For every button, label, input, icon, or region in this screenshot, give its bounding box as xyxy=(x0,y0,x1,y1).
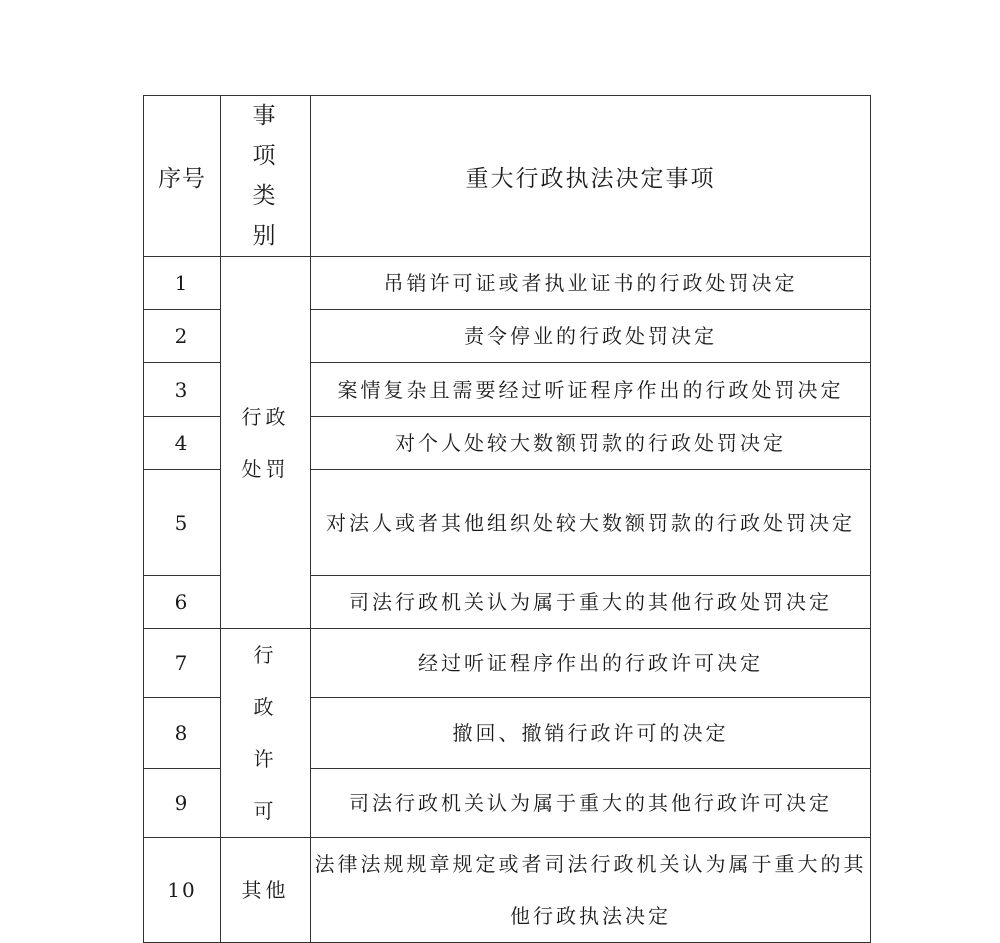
row-seq: 10 xyxy=(144,838,221,943)
row-item xyxy=(311,470,871,576)
row-item-text: 经过听证程序作出的行政许可决定 xyxy=(418,651,763,676)
row-seq: 8 xyxy=(144,698,221,769)
category-license: 行政许可 xyxy=(253,643,278,823)
row-item xyxy=(311,417,871,470)
table-row xyxy=(144,257,871,310)
row-seq: 1 xyxy=(144,257,221,310)
row-seq: 5 xyxy=(144,470,221,576)
row-item-text: 对个人处较大数额罚款的行政处罚决定 xyxy=(395,431,786,455)
row-item-text: 责令停业的行政处罚决定 xyxy=(464,324,717,348)
row-item xyxy=(311,310,871,363)
row-item-text: 对法人或者其他组织处较大数额罚款的行政处罚决定 xyxy=(326,510,855,535)
row-seq: 3 xyxy=(144,363,221,417)
header-category xyxy=(221,96,311,257)
row-item xyxy=(311,768,871,837)
category-other: 其他 xyxy=(241,878,290,902)
category-penalty-cell xyxy=(221,257,311,629)
major-enforcement-decisions-table xyxy=(143,95,871,943)
row-seq: 2 xyxy=(144,310,221,363)
table-header-row xyxy=(144,96,871,257)
row-item xyxy=(311,698,871,769)
row-item-text: 法律法规规章规定或者司法行政机关认为属于重大的其他行政执法决定 xyxy=(314,852,867,928)
row-seq: 6 xyxy=(144,576,221,629)
row-seq: 9 xyxy=(144,768,221,837)
header-item: 重大行政执法决定事项 xyxy=(311,96,871,257)
header-category-label: 事项类别 xyxy=(252,103,279,249)
row-item xyxy=(311,629,871,698)
row-item-text: 司法行政机关认为属于重大的其他行政许可决定 xyxy=(349,790,832,815)
header-seq: 序号 xyxy=(144,96,221,257)
row-item-text: 吊销许可证或者执业证书的行政处罚决定 xyxy=(383,271,798,295)
row-seq: 7 xyxy=(144,629,221,698)
category-license-cell xyxy=(221,629,311,838)
row-item-text: 撤回、撤销行政许可的决定 xyxy=(452,720,729,745)
category-penalty: 行政处罚 xyxy=(241,404,290,481)
table-row xyxy=(144,838,871,943)
row-item xyxy=(311,257,871,310)
row-item-text: 司法行政机关认为属于重大的其他行政处罚决定 xyxy=(349,590,832,614)
row-item xyxy=(311,838,871,943)
row-item-text: 案情复杂且需要经过听证程序作出的行政处罚决定 xyxy=(337,377,844,402)
category-other-cell xyxy=(221,838,311,943)
row-item xyxy=(311,363,871,417)
row-item xyxy=(311,576,871,629)
table-row xyxy=(144,629,871,698)
row-seq: 4 xyxy=(144,417,221,470)
